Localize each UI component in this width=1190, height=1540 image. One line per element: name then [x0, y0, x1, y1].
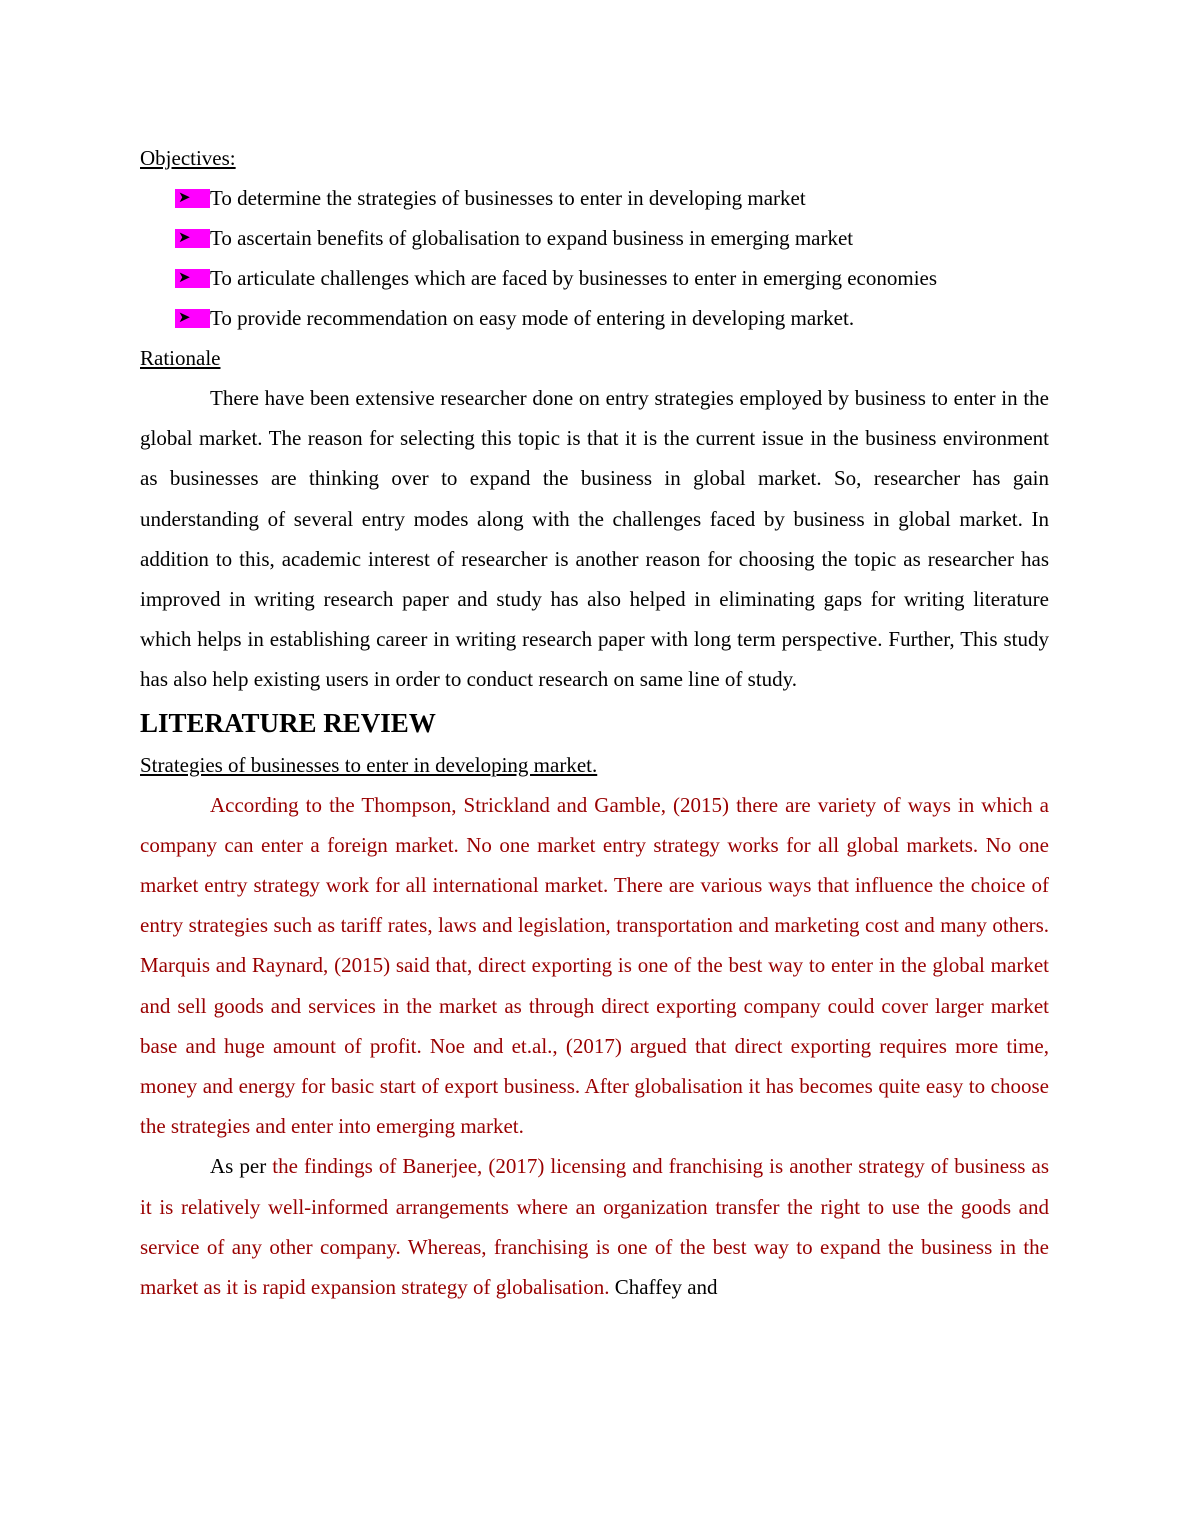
objective-text: To articulate challenges which are faced by businesses to enter in emerging economies [210, 266, 938, 290]
paragraph-2-start: As per [210, 1154, 267, 1179]
document-page [140, 138, 1049, 1307]
rationale-title: Rationale [140, 346, 221, 370]
objective-text: To provide recommendation on easy mode of entering in developing market. [210, 306, 855, 330]
objective-item [140, 218, 1049, 258]
objectives-list [140, 178, 1049, 338]
literature-paragraph-1: According to the Thompson, Strickland and Gamble, (2015) there are variety of ways in which a company can enter a foreign market. No one market entry strategy works for all global markets. No one market entry strategy work for all international market. There are various ways that influence the choice of entry strategies such as tariff rates, laws and legislation, transportation and marketing cost and many others. Marquis and Raynard, (2015) said that, direct exporting is one of the best way to enter in the global market and sell goods and services in the market as through direct exporting company could cover larger market base and huge amount of profit. Noe and et.al., (2017) argued that direct exporting requires more time, money and energy for basic start of export business. After globalisation it has becomes quite easy to choose the strategies and enter into emerging market. [140, 792, 1049, 1139]
arrow-bullet-icon: ➤ [175, 309, 210, 328]
literature-paragraph-2 [140, 1146, 1049, 1307]
arrow-bullet-icon: ➤ [175, 269, 210, 288]
arrow-bullet-icon: ➤ [175, 189, 210, 208]
objective-item [140, 298, 1049, 338]
paragraph-2-red: the findings of Banerjee, (2017) licensing and franchising is another strategy of business as it is relatively well-informed arrangements where an organization transfer the right to use the goods and service of any other company. Whereas, franchising is one of the best way to expand the business in the market as it is rapid expansion strategy of globalisation. [140, 1154, 1050, 1300]
objective-text: To ascertain benefits of globalisation to expand business in emerging market [210, 226, 854, 250]
objective-item [140, 178, 1049, 218]
paragraph-2-end: Chaffey and [614, 1275, 718, 1300]
objective-text: To determine the strategies of businesses to enter in developing market [210, 186, 806, 210]
arrow-bullet-icon: ➤ [175, 229, 210, 248]
objective-item [140, 258, 1049, 298]
literature-subheading: Strategies of businesses to enter in developing market. [140, 752, 598, 777]
rationale-paragraph: There have been extensive researcher done on entry strategies employed by business to enter in the global market. The reason for selecting this topic is that it is the current issue in the business environment as businesses are thinking over to expand the business in global market. So, researcher has gain understanding of several entry modes along with the challenges faced by business in global market. In addition to this, academic interest of researcher is another reason for choosing the topic as researcher has improved in writing research paper and study has also helped in eliminating gaps for writing literature which helps in establishing career in writing research paper with long term perspective. Further, This study has also help existing users in order to conduct research on same line of study. [140, 386, 1049, 692]
objectives-title: Objectives: [140, 146, 236, 170]
literature-review-heading: LITERATURE REVIEW [140, 707, 436, 738]
